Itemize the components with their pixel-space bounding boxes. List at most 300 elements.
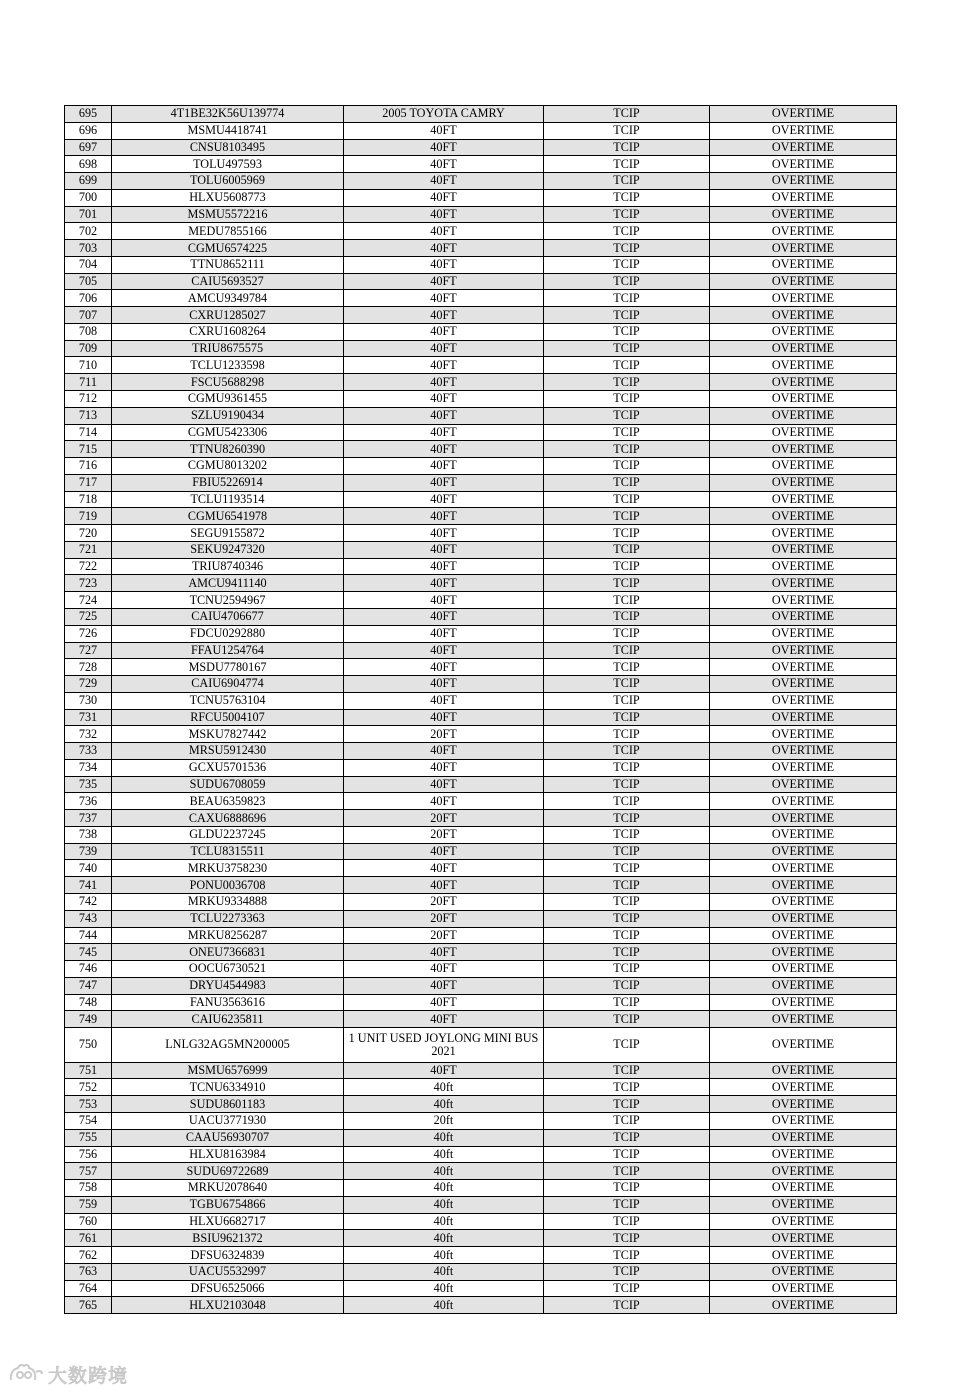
row-number-cell: 749 (65, 1011, 112, 1028)
container-id-cell: TOLU497593 (112, 156, 344, 173)
terminal-cell: TCIP (544, 307, 710, 324)
terminal-cell: TCIP (544, 1263, 710, 1280)
container-list-table (64, 105, 897, 1314)
status-cell: OVERTIME (710, 810, 897, 827)
terminal-cell: TCIP (544, 927, 710, 944)
row-number-cell: 733 (65, 743, 112, 760)
terminal-cell: TCIP (544, 743, 710, 760)
row-number-cell: 748 (65, 994, 112, 1011)
status-cell: OVERTIME (710, 709, 897, 726)
terminal-cell: TCIP (544, 273, 710, 290)
container-id-cell: TCLU8315511 (112, 843, 344, 860)
status-cell: OVERTIME (710, 659, 897, 676)
row-number-cell: 747 (65, 977, 112, 994)
container-id-cell: 4T1BE32K56U139774 (112, 106, 344, 123)
row-number-cell: 765 (65, 1297, 112, 1314)
row-number-cell: 709 (65, 340, 112, 357)
table-row (65, 944, 897, 961)
row-number-cell: 710 (65, 357, 112, 374)
terminal-cell: TCIP (544, 575, 710, 592)
cargo-description-cell: 40ft (344, 1263, 544, 1280)
terminal-cell: TCIP (544, 676, 710, 693)
container-id-cell: SUDU69722689 (112, 1163, 344, 1180)
row-number-cell: 757 (65, 1163, 112, 1180)
container-id-cell: CAAU56930707 (112, 1129, 344, 1146)
table-row (65, 575, 897, 592)
container-id-cell: SEKU9247320 (112, 541, 344, 558)
table-row (65, 156, 897, 173)
cargo-description-cell: 40ft (344, 1129, 544, 1146)
cargo-description-cell: 40FT (344, 961, 544, 978)
row-number-cell: 700 (65, 189, 112, 206)
container-id-cell: MSMU4418741 (112, 122, 344, 139)
container-id-cell: HLXU5608773 (112, 189, 344, 206)
status-cell: OVERTIME (710, 1180, 897, 1197)
terminal-cell: TCIP (544, 391, 710, 408)
row-number-cell: 743 (65, 910, 112, 927)
cargo-description-cell: 40FT (344, 374, 544, 391)
terminal-cell: TCIP (544, 592, 710, 609)
container-id-cell: CAIU6904774 (112, 676, 344, 693)
terminal-cell: TCIP (544, 1028, 710, 1063)
row-number-cell: 726 (65, 625, 112, 642)
terminal-cell: TCIP (544, 441, 710, 458)
container-id-cell: MSKU7827442 (112, 726, 344, 743)
status-cell: OVERTIME (710, 340, 897, 357)
row-number-cell: 707 (65, 307, 112, 324)
row-number-cell: 706 (65, 290, 112, 307)
table-row (65, 1196, 897, 1213)
container-id-cell: TCNU6334910 (112, 1079, 344, 1096)
row-number-cell: 756 (65, 1146, 112, 1163)
cargo-description-cell: 40FT (344, 608, 544, 625)
container-id-cell: MSMU5572216 (112, 206, 344, 223)
table-row (65, 323, 897, 340)
container-id-cell: TOLU6005969 (112, 173, 344, 190)
table-row (65, 592, 897, 609)
cargo-description-cell: 20ft (344, 1113, 544, 1130)
status-cell: OVERTIME (710, 776, 897, 793)
status-cell: OVERTIME (710, 273, 897, 290)
cargo-description-cell: 40FT (344, 357, 544, 374)
table-row (65, 743, 897, 760)
terminal-cell: TCIP (544, 659, 710, 676)
container-id-cell: TTNU8260390 (112, 441, 344, 458)
terminal-cell: TCIP (544, 541, 710, 558)
cargo-description-cell: 40FT (344, 692, 544, 709)
terminal-cell: TCIP (544, 826, 710, 843)
cargo-description-cell: 20FT (344, 910, 544, 927)
table-row (65, 961, 897, 978)
cargo-description-cell: 40FT (344, 156, 544, 173)
table-row (65, 307, 897, 324)
container-id-cell: CGMU9361455 (112, 391, 344, 408)
cargo-description-cell: 40FT (344, 558, 544, 575)
status-cell: OVERTIME (710, 441, 897, 458)
terminal-cell: TCIP (544, 424, 710, 441)
table-row (65, 877, 897, 894)
cargo-description-cell: 40FT (344, 173, 544, 190)
table-row (65, 1028, 897, 1063)
table-row (65, 1146, 897, 1163)
status-cell: OVERTIME (710, 189, 897, 206)
status-cell: OVERTIME (710, 1096, 897, 1113)
container-id-cell: LNLG32AG5MN200005 (112, 1028, 344, 1063)
status-cell: OVERTIME (710, 307, 897, 324)
row-number-cell: 724 (65, 592, 112, 609)
row-number-cell: 745 (65, 944, 112, 961)
cargo-description-cell: 40FT (344, 759, 544, 776)
row-number-cell: 713 (65, 407, 112, 424)
terminal-cell: TCIP (544, 1213, 710, 1230)
row-number-cell: 737 (65, 810, 112, 827)
terminal-cell: TCIP (544, 240, 710, 257)
cargo-description-cell: 40FT (344, 407, 544, 424)
status-cell: OVERTIME (710, 1163, 897, 1180)
terminal-cell: TCIP (544, 1247, 710, 1264)
table-row (65, 1129, 897, 1146)
table-row (65, 357, 897, 374)
terminal-cell: TCIP (544, 323, 710, 340)
row-number-cell: 751 (65, 1062, 112, 1079)
cargo-description-cell: 40FT (344, 323, 544, 340)
container-id-cell: SUDU8601183 (112, 1096, 344, 1113)
status-cell: OVERTIME (710, 256, 897, 273)
row-number-cell: 715 (65, 441, 112, 458)
cargo-description-cell: 40FT (344, 189, 544, 206)
status-cell: OVERTIME (710, 558, 897, 575)
status-cell: OVERTIME (710, 826, 897, 843)
status-cell: OVERTIME (710, 860, 897, 877)
cargo-description-cell: 40FT (344, 541, 544, 558)
terminal-cell: TCIP (544, 122, 710, 139)
container-id-cell: DRYU4544983 (112, 977, 344, 994)
cargo-description-cell: 40FT (344, 659, 544, 676)
table-row (65, 994, 897, 1011)
terminal-cell: TCIP (544, 793, 710, 810)
status-cell: OVERTIME (710, 1213, 897, 1230)
terminal-cell: TCIP (544, 508, 710, 525)
watermark (8, 1360, 128, 1388)
container-id-cell: MRKU3758230 (112, 860, 344, 877)
status-cell: OVERTIME (710, 156, 897, 173)
terminal-cell: TCIP (544, 843, 710, 860)
terminal-cell: TCIP (544, 106, 710, 123)
table-row (65, 407, 897, 424)
terminal-cell: TCIP (544, 1230, 710, 1247)
cargo-description-cell: 40FT (344, 575, 544, 592)
container-id-cell: BEAU6359823 (112, 793, 344, 810)
terminal-cell: TCIP (544, 726, 710, 743)
table-row (65, 793, 897, 810)
row-number-cell: 701 (65, 206, 112, 223)
cargo-description-cell: 40FT (344, 1062, 544, 1079)
container-id-cell: PONU0036708 (112, 877, 344, 894)
table-row (65, 240, 897, 257)
status-cell: OVERTIME (710, 541, 897, 558)
status-cell: OVERTIME (710, 642, 897, 659)
status-cell: OVERTIME (710, 893, 897, 910)
table-row (65, 726, 897, 743)
status-cell: OVERTIME (710, 357, 897, 374)
table-row (65, 1163, 897, 1180)
terminal-cell: TCIP (544, 1079, 710, 1096)
row-number-cell: 698 (65, 156, 112, 173)
container-id-cell: TCLU1193514 (112, 491, 344, 508)
cargo-description-cell: 40FT (344, 441, 544, 458)
status-cell: OVERTIME (710, 1062, 897, 1079)
terminal-cell: TCIP (544, 525, 710, 542)
terminal-cell: TCIP (544, 877, 710, 894)
terminal-cell: TCIP (544, 910, 710, 927)
table-row (65, 391, 897, 408)
container-id-cell: AMCU9411140 (112, 575, 344, 592)
container-id-cell: DFSU6324839 (112, 1247, 344, 1264)
cargo-description-cell: 40FT (344, 676, 544, 693)
table-row (65, 1096, 897, 1113)
container-id-cell: FSCU5688298 (112, 374, 344, 391)
cargo-description-cell: 40FT (344, 625, 544, 642)
table-row (65, 843, 897, 860)
cargo-description-cell: 40FT (344, 290, 544, 307)
status-cell: OVERTIME (710, 592, 897, 609)
cargo-description-cell: 40FT (344, 642, 544, 659)
table-row (65, 1113, 897, 1130)
status-cell: OVERTIME (710, 994, 897, 1011)
table-row (65, 106, 897, 123)
container-id-cell: FDCU0292880 (112, 625, 344, 642)
row-number-cell: 723 (65, 575, 112, 592)
row-number-cell: 704 (65, 256, 112, 273)
container-id-cell: ONEU7366831 (112, 944, 344, 961)
cargo-description-cell: 40FT (344, 994, 544, 1011)
container-id-cell: MRKU8256287 (112, 927, 344, 944)
terminal-cell: TCIP (544, 223, 710, 240)
row-number-cell: 762 (65, 1247, 112, 1264)
table-row (65, 810, 897, 827)
container-id-cell: GLDU2237245 (112, 826, 344, 843)
container-id-cell: TCNU2594967 (112, 592, 344, 609)
cargo-description-cell: 40FT (344, 592, 544, 609)
container-id-cell: SZLU9190434 (112, 407, 344, 424)
status-cell: OVERTIME (710, 1011, 897, 1028)
terminal-cell: TCIP (544, 1113, 710, 1130)
table-row (65, 1263, 897, 1280)
container-id-cell: UACU3771930 (112, 1113, 344, 1130)
cargo-description-cell: 40FT (344, 776, 544, 793)
status-cell: OVERTIME (710, 323, 897, 340)
cargo-description-cell: 40ft (344, 1146, 544, 1163)
table-row (65, 223, 897, 240)
row-number-cell: 738 (65, 826, 112, 843)
table-row (65, 709, 897, 726)
row-number-cell: 695 (65, 106, 112, 123)
status-cell: OVERTIME (710, 759, 897, 776)
terminal-cell: TCIP (544, 189, 710, 206)
container-id-cell: CAIU4706677 (112, 608, 344, 625)
cargo-description-cell: 40FT (344, 256, 544, 273)
status-cell: OVERTIME (710, 1230, 897, 1247)
status-cell: OVERTIME (710, 374, 897, 391)
container-id-cell: HLXU6682717 (112, 1213, 344, 1230)
table-row (65, 273, 897, 290)
container-id-cell: CXRU1285027 (112, 307, 344, 324)
terminal-cell: TCIP (544, 558, 710, 575)
container-id-cell: FFAU1254764 (112, 642, 344, 659)
terminal-cell: TCIP (544, 608, 710, 625)
table-row (65, 424, 897, 441)
row-number-cell: 712 (65, 391, 112, 408)
container-list-body (65, 106, 897, 1314)
terminal-cell: TCIP (544, 625, 710, 642)
status-cell: OVERTIME (710, 743, 897, 760)
cargo-description-cell: 40ft (344, 1230, 544, 1247)
container-id-cell: CGMU8013202 (112, 458, 344, 475)
cargo-description-cell: 20FT (344, 927, 544, 944)
terminal-cell: TCIP (544, 206, 710, 223)
table-row (65, 541, 897, 558)
status-cell: OVERTIME (710, 1079, 897, 1096)
container-id-cell: HLXU2103048 (112, 1297, 344, 1314)
status-cell: OVERTIME (710, 407, 897, 424)
container-id-cell: DFSU6525066 (112, 1280, 344, 1297)
status-cell: OVERTIME (710, 139, 897, 156)
cargo-description-cell: 20FT (344, 810, 544, 827)
tiger-cat-logo-icon (8, 1362, 44, 1386)
row-number-cell: 760 (65, 1213, 112, 1230)
cargo-description-cell: 20FT (344, 893, 544, 910)
status-cell: OVERTIME (710, 625, 897, 642)
row-number-cell: 730 (65, 692, 112, 709)
status-cell: OVERTIME (710, 793, 897, 810)
table-row (65, 1079, 897, 1096)
table-row (65, 1180, 897, 1197)
table-row (65, 910, 897, 927)
container-id-cell: RFCU5004107 (112, 709, 344, 726)
status-cell: OVERTIME (710, 944, 897, 961)
container-id-cell: MRSU5912430 (112, 743, 344, 760)
cargo-description-cell: 20FT (344, 726, 544, 743)
cargo-description-cell: 40FT (344, 743, 544, 760)
status-cell: OVERTIME (710, 1263, 897, 1280)
container-id-cell: CGMU5423306 (112, 424, 344, 441)
table-row (65, 1062, 897, 1079)
container-id-cell: TTNU8652111 (112, 256, 344, 273)
row-number-cell: 740 (65, 860, 112, 877)
container-id-cell: SUDU6708059 (112, 776, 344, 793)
table-row (65, 189, 897, 206)
container-id-cell: TCNU5763104 (112, 692, 344, 709)
status-cell: OVERTIME (710, 608, 897, 625)
container-id-cell: SEGU9155872 (112, 525, 344, 542)
row-number-cell: 742 (65, 893, 112, 910)
status-cell: OVERTIME (710, 927, 897, 944)
container-id-cell: MSMU6576999 (112, 1062, 344, 1079)
container-id-cell: TCLU1233598 (112, 357, 344, 374)
row-number-cell: 716 (65, 458, 112, 475)
status-cell: OVERTIME (710, 1028, 897, 1063)
container-id-cell: BSIU9621372 (112, 1230, 344, 1247)
cargo-description-cell: 40FT (344, 223, 544, 240)
cargo-description-cell: 40ft (344, 1163, 544, 1180)
row-number-cell: 736 (65, 793, 112, 810)
table-row (65, 1247, 897, 1264)
cargo-description-cell: 1 UNIT USED JOYLONG MINI BUS 2021 (344, 1028, 544, 1063)
row-number-cell: 764 (65, 1280, 112, 1297)
terminal-cell: TCIP (544, 944, 710, 961)
terminal-cell: TCIP (544, 1062, 710, 1079)
row-number-cell: 728 (65, 659, 112, 676)
cargo-description-cell: 40FT (344, 944, 544, 961)
terminal-cell: TCIP (544, 458, 710, 475)
row-number-cell: 720 (65, 525, 112, 542)
cargo-description-cell: 40FT (344, 491, 544, 508)
terminal-cell: TCIP (544, 340, 710, 357)
cargo-description-cell: 40ft (344, 1180, 544, 1197)
row-number-cell: 702 (65, 223, 112, 240)
table-row (65, 458, 897, 475)
row-number-cell: 727 (65, 642, 112, 659)
status-cell: OVERTIME (710, 525, 897, 542)
row-number-cell: 721 (65, 541, 112, 558)
status-cell: OVERTIME (710, 173, 897, 190)
row-number-cell: 718 (65, 491, 112, 508)
terminal-cell: TCIP (544, 692, 710, 709)
status-cell: OVERTIME (710, 1297, 897, 1314)
table-row (65, 1280, 897, 1297)
cargo-description-cell: 40ft (344, 1213, 544, 1230)
cargo-description-cell: 40FT (344, 860, 544, 877)
cargo-description-cell: 40FT (344, 424, 544, 441)
table-row (65, 692, 897, 709)
row-number-cell: 731 (65, 709, 112, 726)
row-number-cell: 752 (65, 1079, 112, 1096)
cargo-description-cell: 40FT (344, 340, 544, 357)
container-id-cell: CGMU6574225 (112, 240, 344, 257)
cargo-description-cell: 40FT (344, 206, 544, 223)
status-cell: OVERTIME (710, 1129, 897, 1146)
table-row (65, 1297, 897, 1314)
row-number-cell: 697 (65, 139, 112, 156)
status-cell: OVERTIME (710, 910, 897, 927)
terminal-cell: TCIP (544, 1146, 710, 1163)
row-number-cell: 735 (65, 776, 112, 793)
terminal-cell: TCIP (544, 994, 710, 1011)
status-cell: OVERTIME (710, 1280, 897, 1297)
table-row (65, 122, 897, 139)
container-id-cell: TRIU8675575 (112, 340, 344, 357)
container-id-cell: CNSU8103495 (112, 139, 344, 156)
table-row (65, 860, 897, 877)
container-id-cell: MRKU2078640 (112, 1180, 344, 1197)
status-cell: OVERTIME (710, 206, 897, 223)
status-cell: OVERTIME (710, 1146, 897, 1163)
terminal-cell: TCIP (544, 173, 710, 190)
terminal-cell: TCIP (544, 642, 710, 659)
terminal-cell: TCIP (544, 1129, 710, 1146)
status-cell: OVERTIME (710, 508, 897, 525)
status-cell: OVERTIME (710, 843, 897, 860)
terminal-cell: TCIP (544, 1180, 710, 1197)
status-cell: OVERTIME (710, 424, 897, 441)
terminal-cell: TCIP (544, 491, 710, 508)
table-row (65, 608, 897, 625)
container-id-cell: GCXU5701536 (112, 759, 344, 776)
status-cell: OVERTIME (710, 474, 897, 491)
table-row (65, 776, 897, 793)
table-row (65, 173, 897, 190)
terminal-cell: TCIP (544, 776, 710, 793)
